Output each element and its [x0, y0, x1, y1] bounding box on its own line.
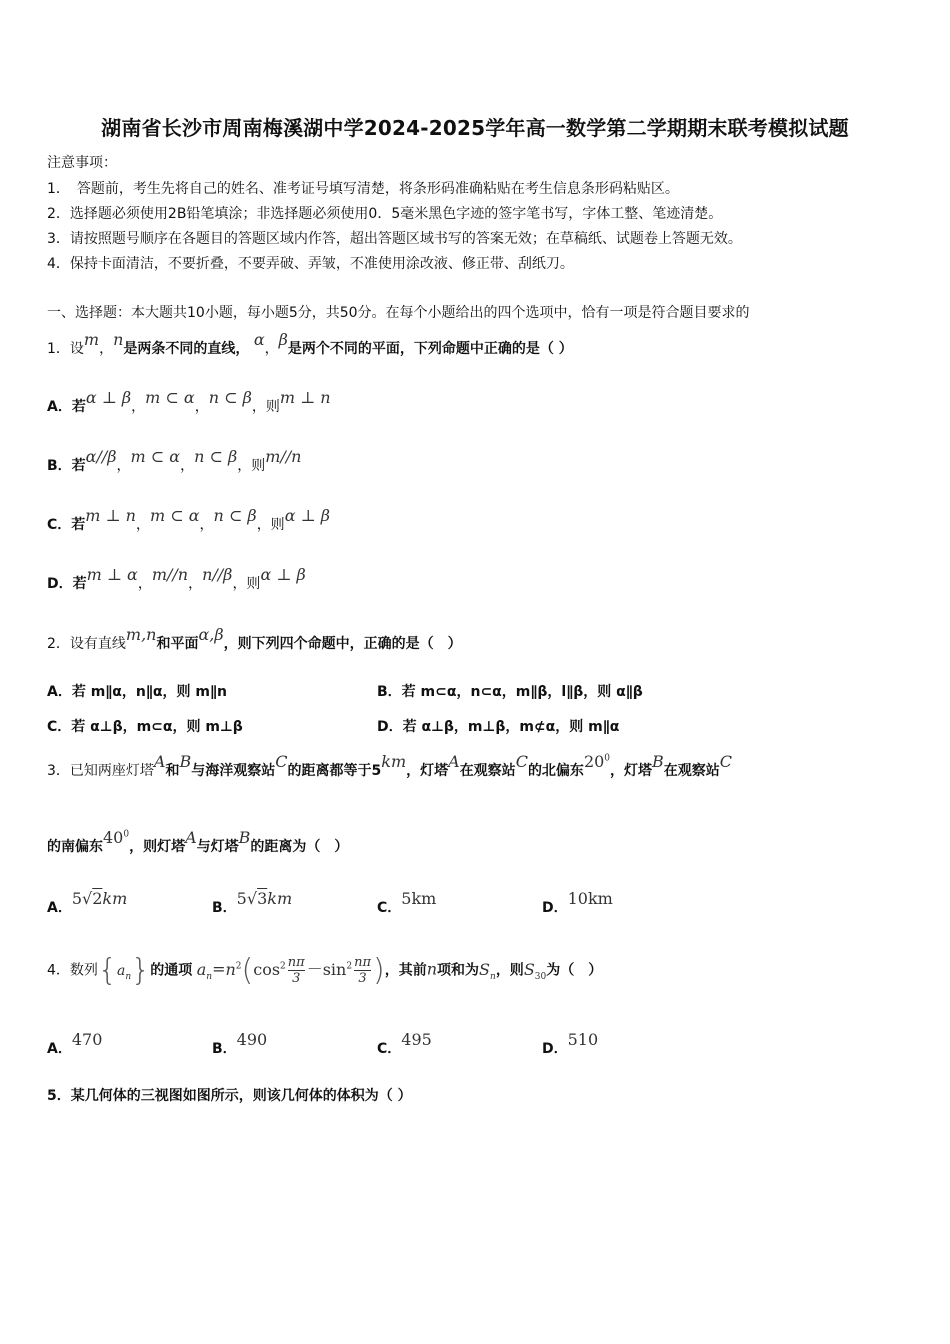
question-1-option-a[interactable]: A．若α ⊥ β，m ⊂ α，n ⊂ β，则m ⊥ n: [47, 388, 331, 415]
notice-item-1: 1． 答题前，考生先将自己的姓名、准考证号填写清楚，将条形码准确粘贴在考生信息条形码粘贴区。: [47, 181, 679, 197]
question-3-option-d[interactable]: D．10km: [542, 889, 613, 916]
question-3-stem-line-1: 3．已知两座灯塔A和B与海洋观察站C的距离都等于5km，灯塔A在观察站C的北偏东$20^0$，灯塔B在观察站C: [47, 752, 733, 779]
question-4-option-d[interactable]: D．510: [542, 1030, 599, 1057]
question-2-option-d[interactable]: D．若 α⊥β，m⊥β，m⊄α，则 m∥α: [377, 719, 620, 735]
notice-heading: 注意事项：: [47, 155, 117, 171]
question-4-option-c[interactable]: C．495: [377, 1030, 432, 1057]
sqrt-icon: √: [82, 889, 93, 908]
question-4-option-b[interactable]: B．490: [212, 1030, 268, 1057]
page-title: 湖南省长沙市周南梅溪湖中学2024-2025学年高一数学第二学期期末联考模拟试题: [101, 116, 849, 140]
question-4-stem: 4．数列$\{a_n\}$的通项 $a_n=n^2(\cos^2$ $\frac{n\pi}{3}$ $-\sin^2$ $\frac{n\pi}{3}$ )，其前n项和为$S_n$，则$S_{30}$为（ ）: [47, 953, 603, 988]
question-3-stem-line-2: 的南偏东$40^0$，则灯塔A与灯塔B的距离为（ ）: [47, 828, 349, 855]
notice-item-2: 2．选择题必须使用2B铅笔填涂；非选择题必须使用0．5毫米黑色字迹的签字笔书写，字体工整、笔迹清楚。: [47, 206, 723, 222]
notice-item-3: 3．请按照题号顺序在各题目的答题区域内作答，超出答题区域书写的答案无效；在草稿纸、试题卷上答题无效。: [47, 231, 742, 247]
question-4-option-a[interactable]: A．470: [47, 1030, 103, 1057]
question-2-option-a[interactable]: A．若 m∥α，n∥α，则 m∥n: [47, 684, 227, 700]
question-1-option-b[interactable]: B．若α//β，m ⊂ α，n ⊂ β，则m//n: [47, 447, 302, 474]
question-3-option-a[interactable]: A．5√2km: [47, 889, 128, 916]
question-2-option-b[interactable]: B．若 m⊂α，n⊂α，m∥β，l∥β，则 α∥β: [377, 684, 643, 700]
question-1-option-d[interactable]: D．若m ⊥ α，m//n，n//β，则α ⊥ β: [47, 565, 306, 592]
question-2-option-c[interactable]: C．若 α⊥β，m⊂α，则 m⊥β: [47, 719, 243, 735]
question-5-stem: 5．某几何体的三视图如图所示，则该几何体的体积为（ ）: [47, 1088, 412, 1104]
notice-item-4: 4．保持卡面清洁，不要折叠，不要弄破、弄皱，不准使用涂改液、修正带、刮纸刀。: [47, 256, 574, 272]
sqrt-icon: √: [246, 889, 258, 908]
question-2-stem: 2．设有直线m,n和平面α,β，则下列四个命题中，正确的是（ ）: [47, 625, 462, 652]
section-heading: 一、选择题：本大题共10小题，每小题5分，共50分。在每个小题给出的四个选项中，恰有一项是符合题目要求的: [47, 305, 750, 321]
question-3-option-c[interactable]: C．5km: [377, 889, 437, 916]
question-3-option-b[interactable]: B．5√3km: [212, 889, 293, 916]
question-1-option-c[interactable]: C．若m ⊥ n，m ⊂ α，n ⊂ β，则α ⊥ β: [47, 506, 330, 533]
question-1-stem: 1．设m，n是两条不同的直线， α，β是两个不同的平面，下列命题中正确的是（ ）: [47, 330, 573, 357]
